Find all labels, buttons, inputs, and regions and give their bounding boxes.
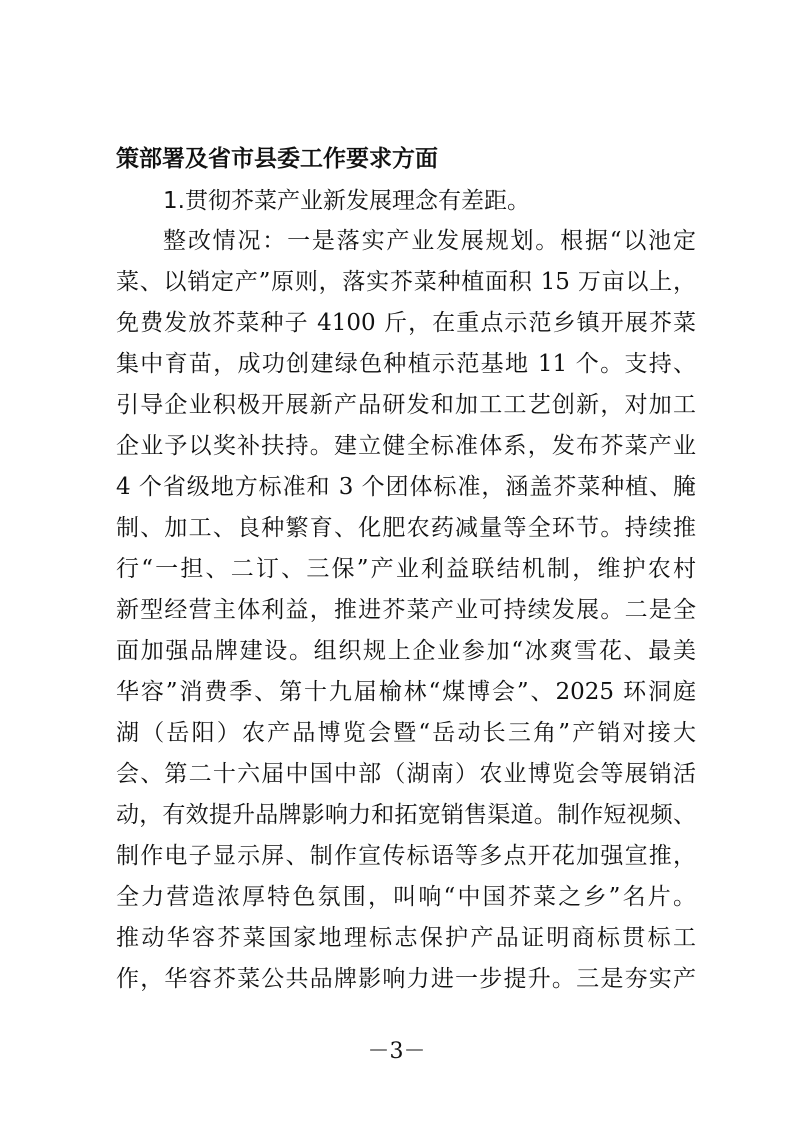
paragraph-line: 制作电子显示屏、制作宣传标语等多点开花加强宣推，: [116, 843, 696, 869]
paragraph-line: 推动华容芥菜国家地理标志保护产品证明商标贯标工: [116, 925, 696, 951]
paragraph-line: 华容”消费季、第十九届榆林“煤博会”、2025 环洞庭: [116, 679, 696, 705]
item-heading: 1.贯彻芥菜产业新发展理念有差距。: [163, 188, 530, 214]
section-heading: 策部署及省市县委工作要求方面: [116, 145, 438, 172]
paragraph-line: 4 个省级地方标准和 3 个团体标准，涵盖芥菜种植、腌: [116, 474, 696, 500]
paragraph-line: 作，华容芥菜公共品牌影响力进一步提升。三是夯实产: [116, 966, 696, 992]
paragraph-line: 全力营造浓厚特色氛围，叫响“中国芥菜之乡”名片。: [116, 884, 696, 910]
paragraph-line: 面加强品牌建设。组织规上企业参加“冰爽雪花、最美: [116, 638, 696, 664]
paragraph-line: 整改情况：一是落实产业发展规划。根据“以池定: [163, 228, 696, 254]
paragraph-line: 免费发放芥菜种子 4100 斤，在重点示范乡镇开展芥菜: [116, 310, 696, 336]
paragraph-line: 会、第二十六届中国中部（湖南）农业博览会等展销活: [116, 761, 696, 787]
paragraph-line: 湖（岳阳）农产品博览会暨“岳动长三角”产销对接大: [116, 720, 696, 746]
paragraph-line: 动，有效提升品牌影响力和拓宽销售渠道。制作短视频、: [116, 802, 696, 828]
paragraph-line: 菜、以销定产”原则，落实芥菜种植面积 15 万亩以上，: [116, 269, 696, 295]
paragraph-line: 行“一担、二订、三保”产业利益联结机制，维护农村: [116, 556, 696, 582]
page-number: －3－: [367, 1039, 426, 1064]
paragraph-line: 制、加工、良种繁育、化肥农药减量等全环节。持续推: [116, 515, 696, 541]
body-paragraph: [116, 221, 696, 1000]
paragraph-line: 集中育苗，成功创建绿色种植示范基地 11 个。支持、: [116, 351, 696, 377]
paragraph-line: 新型经营主体利益，推进芥菜产业可持续发展。二是全: [116, 597, 696, 623]
paragraph-line: 引导企业积极开展新产品研发和加工工艺创新，对加工: [116, 392, 696, 418]
paragraph-line: 企业予以奖补扶持。建立健全标准体系，发布芥菜产业: [116, 433, 696, 459]
